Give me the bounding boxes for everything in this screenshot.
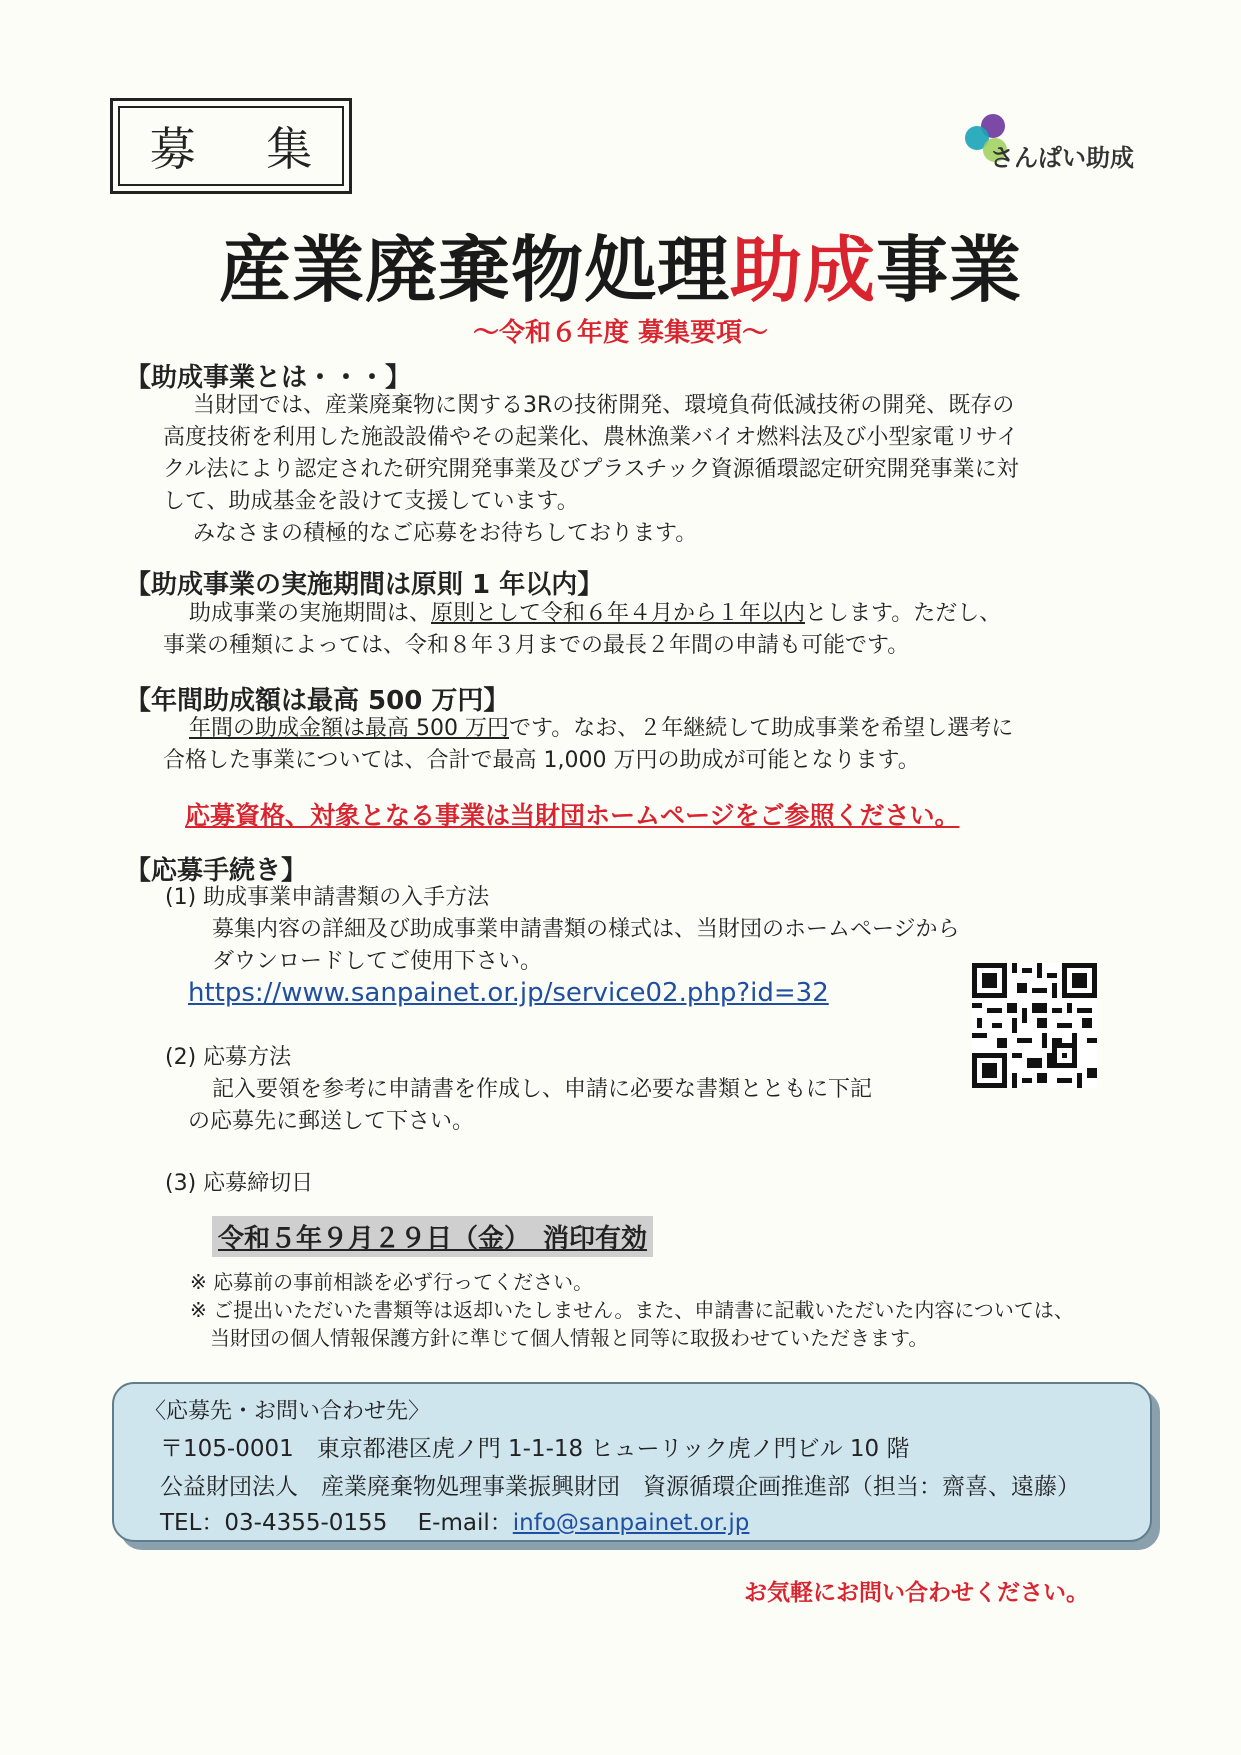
section1-line: みなさまの積極的なご応募をお待ちしております。 <box>193 521 698 546</box>
section3-heading: 【年間助成額は最高 500 万円】 <box>125 686 510 716</box>
contact-org: 公益財団法人 産業廃棄物処理事業振興財団 資源循環企画推進部（担当：齋喜、遠藤） <box>160 1474 1080 1500</box>
section3-body <box>163 713 1123 777</box>
section2-underlined: 原則として令和６年４月から１年以内 <box>431 601 806 626</box>
section3-line2: 合格した事業については、合計で最高 1,000 万円の助成が可能となります。 <box>163 748 920 773</box>
section1-line: クル法により認定された研究開発事業及びプラスチック資源循環認定研究開発事業に対 <box>163 457 1019 482</box>
contact-tel: TEL：03-4355-0155 E-mail： <box>160 1510 513 1536</box>
eligibility-notice: 応募資格、対象となる事業は当財団ホームページをご参照ください。 <box>185 801 960 830</box>
note2-line1: ※ ご提出いただいた書類等は返却いたしません。また、申請書に記載いただいた内容については、 <box>190 1298 1074 1322</box>
title-black: 産業廃棄物処理 <box>218 228 730 312</box>
section2-text: とします。ただし、 <box>805 601 1002 626</box>
section2-line1 <box>163 598 1123 630</box>
section2-heading: 【助成事業の実施期間は原則 1 年以内】 <box>125 570 604 600</box>
contact-box <box>112 1382 1152 1542</box>
note1: ※ 応募前の事前相談を必ず行ってください。 <box>190 1270 594 1294</box>
title-red: 助成 <box>729 228 876 312</box>
section1-line: して、助成基金を設けて支援しています。 <box>163 489 579 514</box>
section1-line: 高度技術を利用した施設設備やその起業化、農林漁業バイオ燃料法及び小型家電リサイ <box>163 425 1019 450</box>
item1-line1: 募集内容の詳細及び助成事業申請書類の様式は、当財団のホームページから <box>212 917 960 942</box>
section3-line1 <box>163 713 1123 745</box>
section1-line: 当財団では、産業廃棄物に関する3Rの技術開発、環境負荷低減技術の開発、既存の <box>193 393 1015 418</box>
section2-body <box>163 598 1123 662</box>
section4-heading: 【応募手続き】 <box>125 856 308 886</box>
item1-line2: ダウンロードしてご使用下さい。 <box>212 949 543 974</box>
logo-text: さんぱい助成 <box>990 144 1134 172</box>
note2-line2: 当財団の個人情報保護方針に準じて個人情報と同等に取扱わせていただきます。 <box>210 1326 929 1350</box>
item2-line2: の応募先に郵送して下さい。 <box>188 1109 475 1134</box>
section2-line2: 事業の種類によっては、令和８年３月までの最長２年間の申請も可能です。 <box>163 633 910 658</box>
page-title <box>0 212 1241 316</box>
section1-body <box>163 390 1123 550</box>
section3-underlined: 年間の助成金額は最高 500 万円 <box>189 716 509 741</box>
title-end: 事業 <box>876 228 1023 312</box>
item3-title: (3) 応募締切日 <box>165 1171 314 1196</box>
contact-email-link[interactable]: info@sanpainet.or.jp <box>512 1510 750 1536</box>
contact-heading: 〈応募先・お問い合わせ先〉 <box>144 1399 431 1424</box>
application-url-link[interactable]: https://www.sanpainet.or.jp/service02.php?id=32 <box>188 978 829 1008</box>
section2-text: 助成事業の実施期間は、 <box>189 601 432 626</box>
sanpai-logo <box>955 108 1145 178</box>
item2-line1: 記入要領を参考に申請書を作成し、申請に必要な書類とともに下記 <box>212 1077 873 1102</box>
recruitment-badge-label: 募 集 <box>118 106 344 186</box>
contact-address: 〒105-0001 東京都港区虎ノ門 1-1-18 ヒューリック虎ノ門ビル 10 階 <box>160 1436 910 1462</box>
item1-title: (1) 助成事業申請書類の入手方法 <box>165 885 490 910</box>
recruitment-badge <box>110 98 352 194</box>
closing-message: お気軽にお問い合わせください。 <box>744 1580 1089 1606</box>
page-subtitle: ～令和６年度 募集要項～ <box>472 318 769 348</box>
section3-text: です。なお、２年継続して助成事業を希望し選考に <box>508 716 1014 741</box>
contact-phone-email <box>160 1504 749 1537</box>
qr-code-icon[interactable] <box>972 963 1097 1088</box>
deadline-date: 令和５年９月２９日（金） 消印有効 <box>212 1216 653 1257</box>
section1-heading: 【助成事業とは・・・】 <box>125 363 412 393</box>
item2-title: (2) 応募方法 <box>165 1045 292 1070</box>
